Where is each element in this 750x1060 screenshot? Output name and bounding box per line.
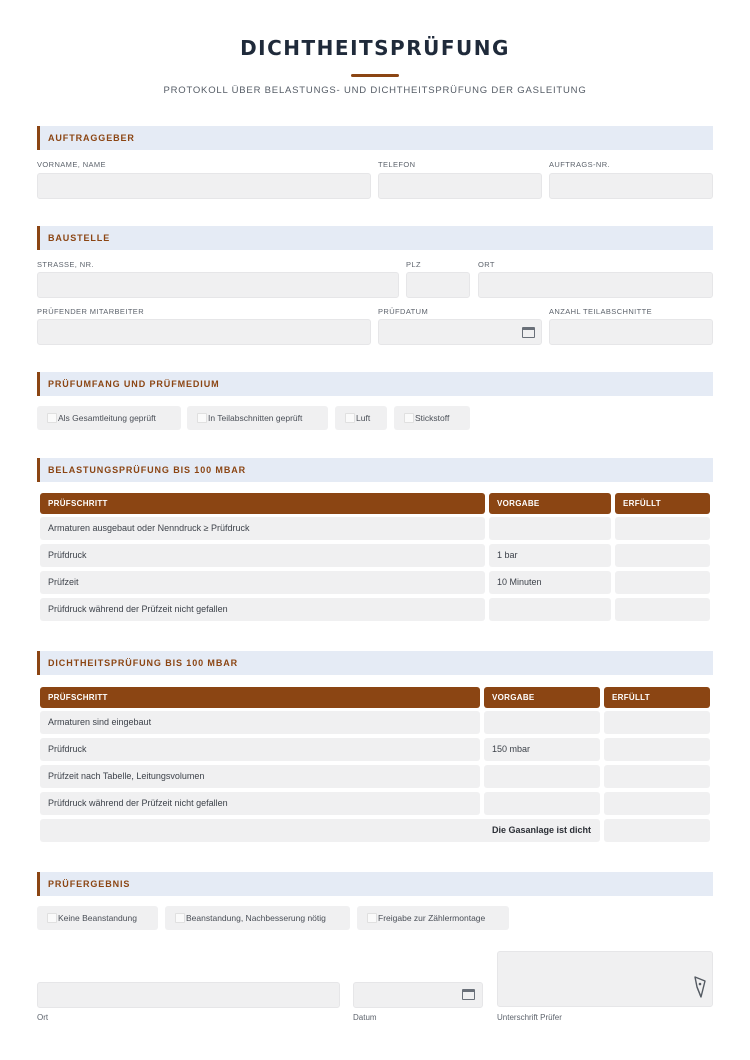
- section-belastungspruefung: [37, 458, 713, 482]
- option-freigabe[interactable]: [357, 906, 509, 930]
- column-header-fulfilled: ERFÜLLT: [615, 493, 710, 514]
- page-title: DICHTHEITSPRÜFUNG: [240, 36, 510, 60]
- section-baustelle: [37, 226, 713, 250]
- name-label: VORNAME, NAME: [37, 160, 106, 169]
- summary-text: Die Gasanlage ist dicht: [491, 825, 591, 835]
- option-gesamtleitung[interactable]: [37, 406, 181, 430]
- table-row-step: Prüfdruck: [40, 738, 480, 761]
- street-field[interactable]: [37, 272, 399, 298]
- summary-fulfilled[interactable]: [604, 819, 710, 842]
- table-row-target[interactable]: [489, 598, 611, 621]
- date-field[interactable]: [353, 982, 483, 1008]
- signature-field[interactable]: [497, 951, 713, 1007]
- table-row-fulfilled[interactable]: [604, 792, 710, 815]
- table-row-fulfilled[interactable]: [615, 571, 710, 594]
- checkbox[interactable]: [47, 413, 57, 423]
- inspector-field[interactable]: [37, 319, 371, 345]
- section-heading: BELASTUNGSPRÜFUNG BIS 100 MBAR: [48, 465, 247, 475]
- option-label: Luft: [356, 413, 371, 423]
- section-pruefumfang: [37, 372, 713, 396]
- table-row-fulfilled[interactable]: [615, 517, 710, 540]
- table-row-target[interactable]: [484, 765, 600, 788]
- section-heading: PRÜFERGEBNIS: [48, 879, 131, 889]
- column-header-step: PRÜFSCHRITT: [40, 687, 480, 708]
- section-heading: BAUSTELLE: [48, 233, 111, 243]
- table-row-target[interactable]: [489, 517, 611, 540]
- checkbox[interactable]: [197, 413, 207, 423]
- option-label: Beanstandung, Nachbesserung nötig: [186, 913, 326, 923]
- table-row-target[interactable]: 10 Minuten: [489, 571, 611, 594]
- table-row-step: Prüfdruck während der Prüfzeit nicht gefallen: [40, 598, 485, 621]
- option-stickstoff[interactable]: [394, 406, 470, 430]
- table-row-step: Prüfdruck während der Prüfzeit nicht gefallen: [40, 792, 480, 815]
- section-dichtheitspruefung: [37, 651, 713, 675]
- sections-count-field[interactable]: [549, 319, 713, 345]
- sections-count-label: ANZAHL TEILABSCHNITTE: [549, 307, 653, 316]
- table-row-target[interactable]: 1 bar: [489, 544, 611, 567]
- table-row-fulfilled[interactable]: [604, 711, 710, 734]
- section-heading: DICHTHEITSPRÜFUNG BIS 100 MBAR: [48, 658, 239, 668]
- table-row-step: Prüfzeit: [40, 571, 485, 594]
- inspector-label: PRÜFENDER MITARBEITER: [37, 307, 145, 316]
- order-number-label: AUFTRAGS-NR.: [549, 160, 611, 169]
- option-label: Stickstoff: [415, 413, 450, 423]
- column-header-fulfilled: ERFÜLLT: [604, 687, 710, 708]
- checkbox[interactable]: [175, 913, 185, 923]
- option-label: Freigabe zur Zählermontage: [378, 913, 486, 923]
- checkbox[interactable]: [47, 913, 57, 923]
- column-header-target: VORGABE: [489, 493, 611, 514]
- phone-field[interactable]: [378, 173, 542, 199]
- signature-pen-icon: [692, 975, 708, 999]
- section-heading: AUFTRAGGEBER: [48, 133, 135, 143]
- calendar-icon[interactable]: [462, 989, 475, 1000]
- test-date-label: PRÜFDATUM: [378, 307, 429, 316]
- name-field[interactable]: [37, 173, 371, 199]
- zip-label: PLZ: [406, 260, 421, 269]
- column-header-target: VORGABE: [484, 687, 600, 708]
- test-date-field[interactable]: [378, 319, 542, 345]
- section-pruefergebnis: [37, 872, 713, 896]
- phone-label: TELEFON: [378, 160, 416, 169]
- checkbox[interactable]: [367, 913, 377, 923]
- calendar-icon[interactable]: [522, 327, 535, 338]
- column-header-step: PRÜFSCHRITT: [40, 493, 485, 514]
- section-auftraggeber: [37, 126, 713, 150]
- place-field[interactable]: [37, 982, 340, 1008]
- table-row-target[interactable]: 150 mbar: [484, 738, 600, 761]
- table-row-step: Armaturen ausgebaut oder Nenndruck ≥ Prüfdruck: [40, 517, 485, 540]
- city-label: ORT: [478, 260, 495, 269]
- date-label: Datum: [353, 1013, 377, 1022]
- option-label: Keine Beanstandung: [58, 913, 137, 923]
- option-keine-beanstandung[interactable]: [37, 906, 158, 930]
- street-label: STRASSE, NR.: [37, 260, 94, 269]
- table-row-step: Prüfzeit nach Tabelle, Leitungsvolumen: [40, 765, 480, 788]
- page-subtitle: PROTOKOLL ÜBER BELASTUNGS- UND DICHTHEITSPRÜFUNG DER GASLEITUNG: [163, 85, 587, 96]
- option-nachbesserung[interactable]: [165, 906, 350, 930]
- summary-row: [40, 819, 600, 842]
- option-label: In Teilabschnitten geprüft: [208, 413, 303, 423]
- table-row-fulfilled[interactable]: [604, 765, 710, 788]
- section-heading: PRÜFUMFANG UND PRÜFMEDIUM: [48, 379, 220, 389]
- checkbox[interactable]: [404, 413, 414, 423]
- table-row-fulfilled[interactable]: [615, 598, 710, 621]
- table-row-step: Armaturen sind eingebaut: [40, 711, 480, 734]
- option-label: Als Gesamtleitung geprüft: [58, 413, 156, 423]
- table-row-fulfilled[interactable]: [604, 738, 710, 761]
- option-teilabschnitte[interactable]: [187, 406, 328, 430]
- table-row-step: Prüfdruck: [40, 544, 485, 567]
- city-field[interactable]: [478, 272, 713, 298]
- checkbox[interactable]: [345, 413, 355, 423]
- place-label: Ort: [37, 1013, 49, 1022]
- table-row-target[interactable]: [484, 711, 600, 734]
- table-row-fulfilled[interactable]: [615, 544, 710, 567]
- order-number-field[interactable]: [549, 173, 713, 199]
- zip-field[interactable]: [406, 272, 470, 298]
- table-row-target[interactable]: [484, 792, 600, 815]
- signature-label: Unterschrift Prüfer: [497, 1013, 562, 1022]
- option-luft[interactable]: [335, 406, 387, 430]
- title-divider: [351, 74, 399, 77]
